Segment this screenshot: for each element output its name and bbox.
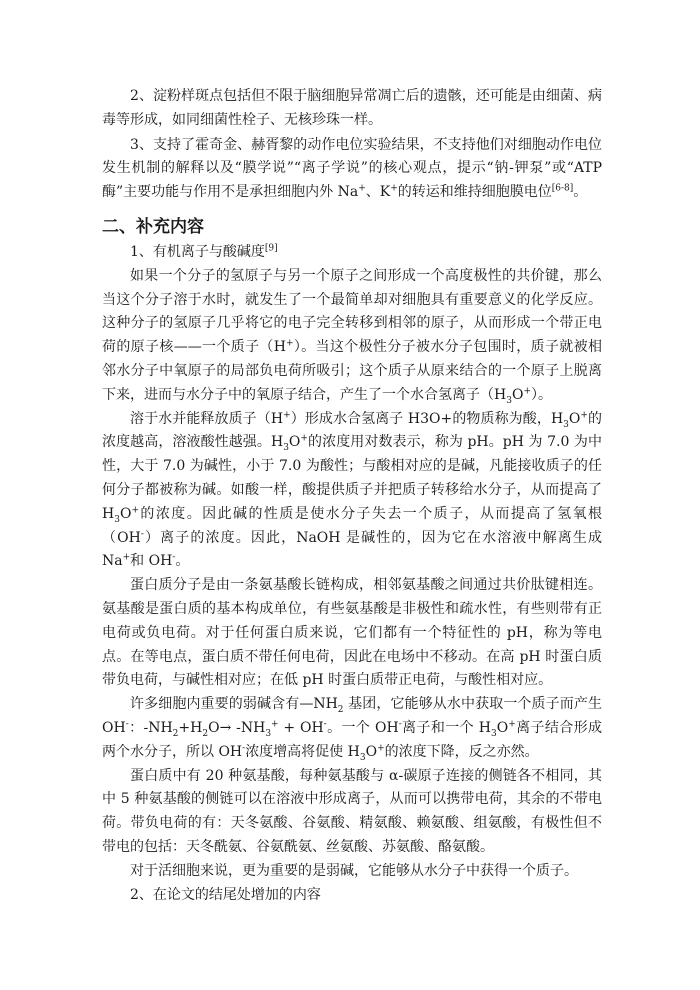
- superscript: +: [283, 409, 291, 420]
- paragraph-text: 2、淀粉样斑点包括但不限于脑细胞异常凋亡后的遗骸，还可能是由细菌、病毒等形成，如同细菌性栓子、无核珍珠一样。: [102, 88, 602, 128]
- text-run: 蛋白质分子是由一条氨基酸长链构成，相邻氨基酸之间通过共价肽键相连。氨基酸是蛋白质的基本构成单位，有些氨基酸是非极性和疏水性，有些则带有正电荷或负电荷。对于任何蛋白质来说，它们都有一个特征性的 pH，称为等电点。在等电点，蛋白质不带任何电荷，因此在电场中不移动。在高 pH 时蛋白质带负电荷，与碱性相对应；在低 pH 时蛋白质带正电荷，与酸性相对应。: [102, 577, 602, 689]
- paragraph-item-2: [102, 85, 602, 133]
- text-run: 离子结合形成两个水分子，所以 OH: [102, 719, 602, 760]
- text-run: O: [511, 386, 524, 403]
- superscript: +: [285, 338, 294, 349]
- text-run: 许多细胞内重要的弱碱含有—NH: [130, 696, 338, 713]
- text-run: 。一个 OH: [326, 719, 399, 736]
- text-run: ）。当这个极性分子被水分子包围时，质子就被相邻水分子中氧原子的局部负电荷所吸引；这个质子从原来结合的一个原子上脱离下来，进而与水分子中的氧原子结合，产生了一个水合氢离子（H: [102, 339, 602, 403]
- text-run: O: [119, 505, 132, 522]
- text-run: 和 OH: [130, 553, 173, 570]
- text-run: 对于活细胞来说，更为重要的是弱碱，它能够从水分子中获得一个质子。: [130, 862, 578, 879]
- paragraph-acid-base: [102, 408, 602, 575]
- subscript: 3: [283, 443, 289, 454]
- subscript: 2: [337, 704, 344, 715]
- document-page: [102, 85, 602, 907]
- subscript: 3: [265, 728, 272, 739]
- paragraph-item-3: [102, 134, 602, 205]
- paragraph-protein-isoelectric: [102, 574, 602, 693]
- superscript: +: [271, 719, 279, 730]
- subscript: 3: [563, 419, 569, 430]
- text-run: ）形成水合氢离子 H3O+的物质称为酸，H: [290, 410, 564, 427]
- paragraph-text: 。: [573, 184, 588, 201]
- text-run: 。: [175, 553, 190, 570]
- subheading-organic-ions: [102, 241, 602, 265]
- superscript: +: [390, 183, 398, 194]
- subheading-conclusion-additions: [102, 884, 602, 908]
- text-run: 溶于水并能释放质子（H: [130, 410, 284, 427]
- text-run: 蛋白质中有 20 种氨基酸，每种氨基酸与 α-碳原子连接的侧链各不相同，其中 5 种氨基酸的侧链可以在溶液中形成离子，从而可以携带电荷，其余的不带电荷。带负电荷的有：天冬氨酸、谷氨酸、精氨酸、赖氨酸、组氨酸，有极性但不带电的包括：天冬酰氨、谷氨酰氨、丝氨酸、苏氨酸、酪氨酸。: [102, 767, 602, 855]
- subscript: 2: [202, 728, 209, 739]
- subscript: 3: [506, 395, 512, 406]
- paragraph-text: 3、支持了霍奇金、赫胥黎的动作电位实验结果，不支持他们对细胞动作电位发生机制的解释以及“膜学说”“离子学说”的核心观点，提示“钠-钾泵”或“ATP酶”主要功能与作用不是承担细胞内外 Na: [102, 136, 602, 201]
- text-run: 的浓度越高，溶液酸性越强。H: [102, 410, 603, 451]
- paragraph-text: 的转运和维持细胞膜电位: [397, 184, 552, 201]
- text-run: O: [288, 434, 301, 451]
- text-run: O: [568, 410, 581, 427]
- citation-ref[interactable]: [6-8]: [551, 183, 574, 194]
- section-heading: 二、补充内容: [102, 216, 204, 237]
- text-run: 浓度增高将促使 H: [245, 743, 360, 760]
- superscript: +: [131, 505, 139, 516]
- superscript: +: [523, 386, 531, 397]
- superscript: +: [580, 409, 588, 420]
- subscript: 3: [114, 514, 120, 525]
- subheading-text: 1、有机离子与酸碱度: [130, 243, 265, 260]
- paragraph-amino-acids: [102, 765, 602, 860]
- subheading-text: 2、在论文的结尾处增加的内容: [130, 886, 321, 903]
- text-run: O: [365, 743, 378, 760]
- paragraph-weak-base-living: [102, 860, 602, 884]
- superscript: -: [140, 528, 144, 539]
- paragraph-weak-base: [102, 693, 602, 764]
- superscript: +: [358, 183, 366, 194]
- text-run: 的浓度用对数表示，称为 pH。pH 为 7.0 为中性，大于 7.0 为碱性，小于 7.0 为酸性；与酸相对应的是碱，凡能接收质子的任何分子都被称为碱。如酸一样，酸提供质子并把质子转移给水分子，从而提高了 H: [102, 434, 602, 522]
- superscript: -: [323, 719, 327, 730]
- superscript: -: [398, 719, 402, 730]
- text-run: 的浓度下降，反之亦然。: [384, 743, 539, 760]
- text-run: ）。: [530, 386, 552, 403]
- text-run: 基团，它能够从水中获取一个质子而产生 OH: [102, 696, 602, 736]
- text-run: 的浓度。因此碱的性质是使水分子失去一个质子，从而提高了氢氧根（OH: [102, 505, 602, 546]
- text-run: O: [496, 719, 509, 736]
- superscript: +: [300, 433, 308, 444]
- subscript: 2: [172, 728, 179, 739]
- paragraph-hydronium: [102, 265, 602, 408]
- superscript: +: [122, 552, 131, 563]
- paragraph-text: 、K: [365, 184, 391, 201]
- superscript: +: [377, 743, 385, 754]
- subscript: 3: [359, 752, 366, 763]
- text-run: ：-NH: [128, 719, 173, 736]
- superscript: -: [172, 552, 176, 563]
- text-run: O→ -NH: [208, 719, 266, 736]
- subscript: 3: [490, 728, 497, 739]
- citation-ref[interactable]: [9]: [264, 243, 278, 254]
- text-run: +H: [178, 719, 203, 736]
- text-run: 离子和一个 H: [401, 719, 491, 736]
- superscript: -: [125, 719, 129, 730]
- superscript: +: [508, 719, 516, 730]
- text-run: + OH: [278, 719, 324, 736]
- superscript: -: [242, 743, 246, 754]
- text-run: ）离子的浓度。因此，NaOH 是碱性的，因为它在水溶液中解离生成 Na: [102, 529, 603, 570]
- text-run: 如果一个分子的氢原子与另一个原子之间形成一个高度极性的共价键，那么当这个分子溶于水时，就发生了一个最简单却对细胞具有重要意义的化学反应。这种分子的氢原子几乎将它的电子完全转移到相邻的原子，从而形成一个带正电荷的原子核——一个质子（H: [102, 267, 602, 356]
